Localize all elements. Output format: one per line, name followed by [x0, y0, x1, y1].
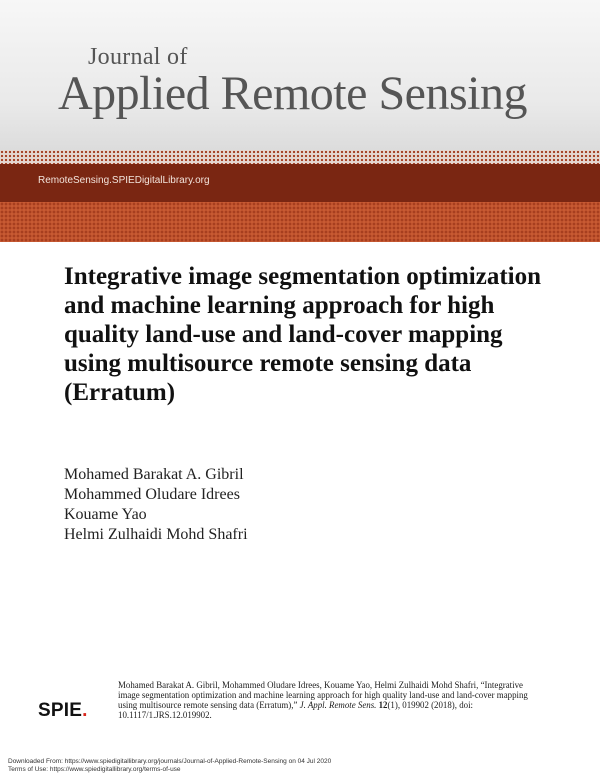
journal-website-link[interactable]: RemoteSensing.SPIEDigitalLibrary.org — [38, 175, 210, 186]
journal-header — [0, 0, 600, 150]
citation-block — [118, 680, 530, 720]
terms-of-use-line[interactable]: Terms of Use: https://www.spiedigitallibrary.org/terms-of-use — [8, 766, 181, 773]
citation-authors: Mohamed Barakat A. Gibril, Mohammed Oludare Idrees, Kouame Yao, Helmi Zulhaidi Mohd Shafri, — [118, 680, 479, 690]
website-band — [0, 164, 600, 202]
spie-logo — [38, 700, 88, 722]
author-name: Helmi Zulhaidi Mohd Shafri — [64, 526, 248, 543]
citation-volume: 12 — [378, 700, 388, 710]
author-name: Mohamed Barakat A. Gibril — [64, 466, 244, 483]
citation-journal: J. Appl. Remote Sens. — [299, 700, 377, 710]
journal-name: Applied Remote Sensing — [58, 67, 527, 120]
author-name: Mohammed Oludare Idrees — [64, 486, 240, 503]
downloaded-from-line[interactable]: Downloaded From: https://www.spiedigitallibrary.org/journals/Journal-of-Applied-Remote-Sensing on 04 Jul 2020 — [8, 758, 332, 765]
journal-of-label: Journal of — [88, 44, 188, 70]
decorative-dot-band — [0, 202, 600, 242]
download-note — [8, 758, 331, 774]
spie-logo-dot: . — [82, 700, 88, 721]
author-name: Kouame Yao — [64, 506, 147, 523]
decorative-dot-strip — [0, 150, 600, 164]
article-title: Integrative image segmentation optimization and machine learning approach for high quality land-use and land-cover mapping using multisource remote sensing data (Erratum) — [64, 263, 542, 406]
citation-title: “Integrative image segmentation optimization and machine learning approach for high quality land-use and land-cover mapping using multisource remote sensing data (Erratum),” — [118, 680, 528, 710]
spie-logo-text: SPIE — [38, 700, 83, 721]
citation-details: (1), 019902 (2018), doi: 10.1117/1.JRS.12.019902. — [118, 700, 474, 720]
author-list — [64, 465, 248, 545]
